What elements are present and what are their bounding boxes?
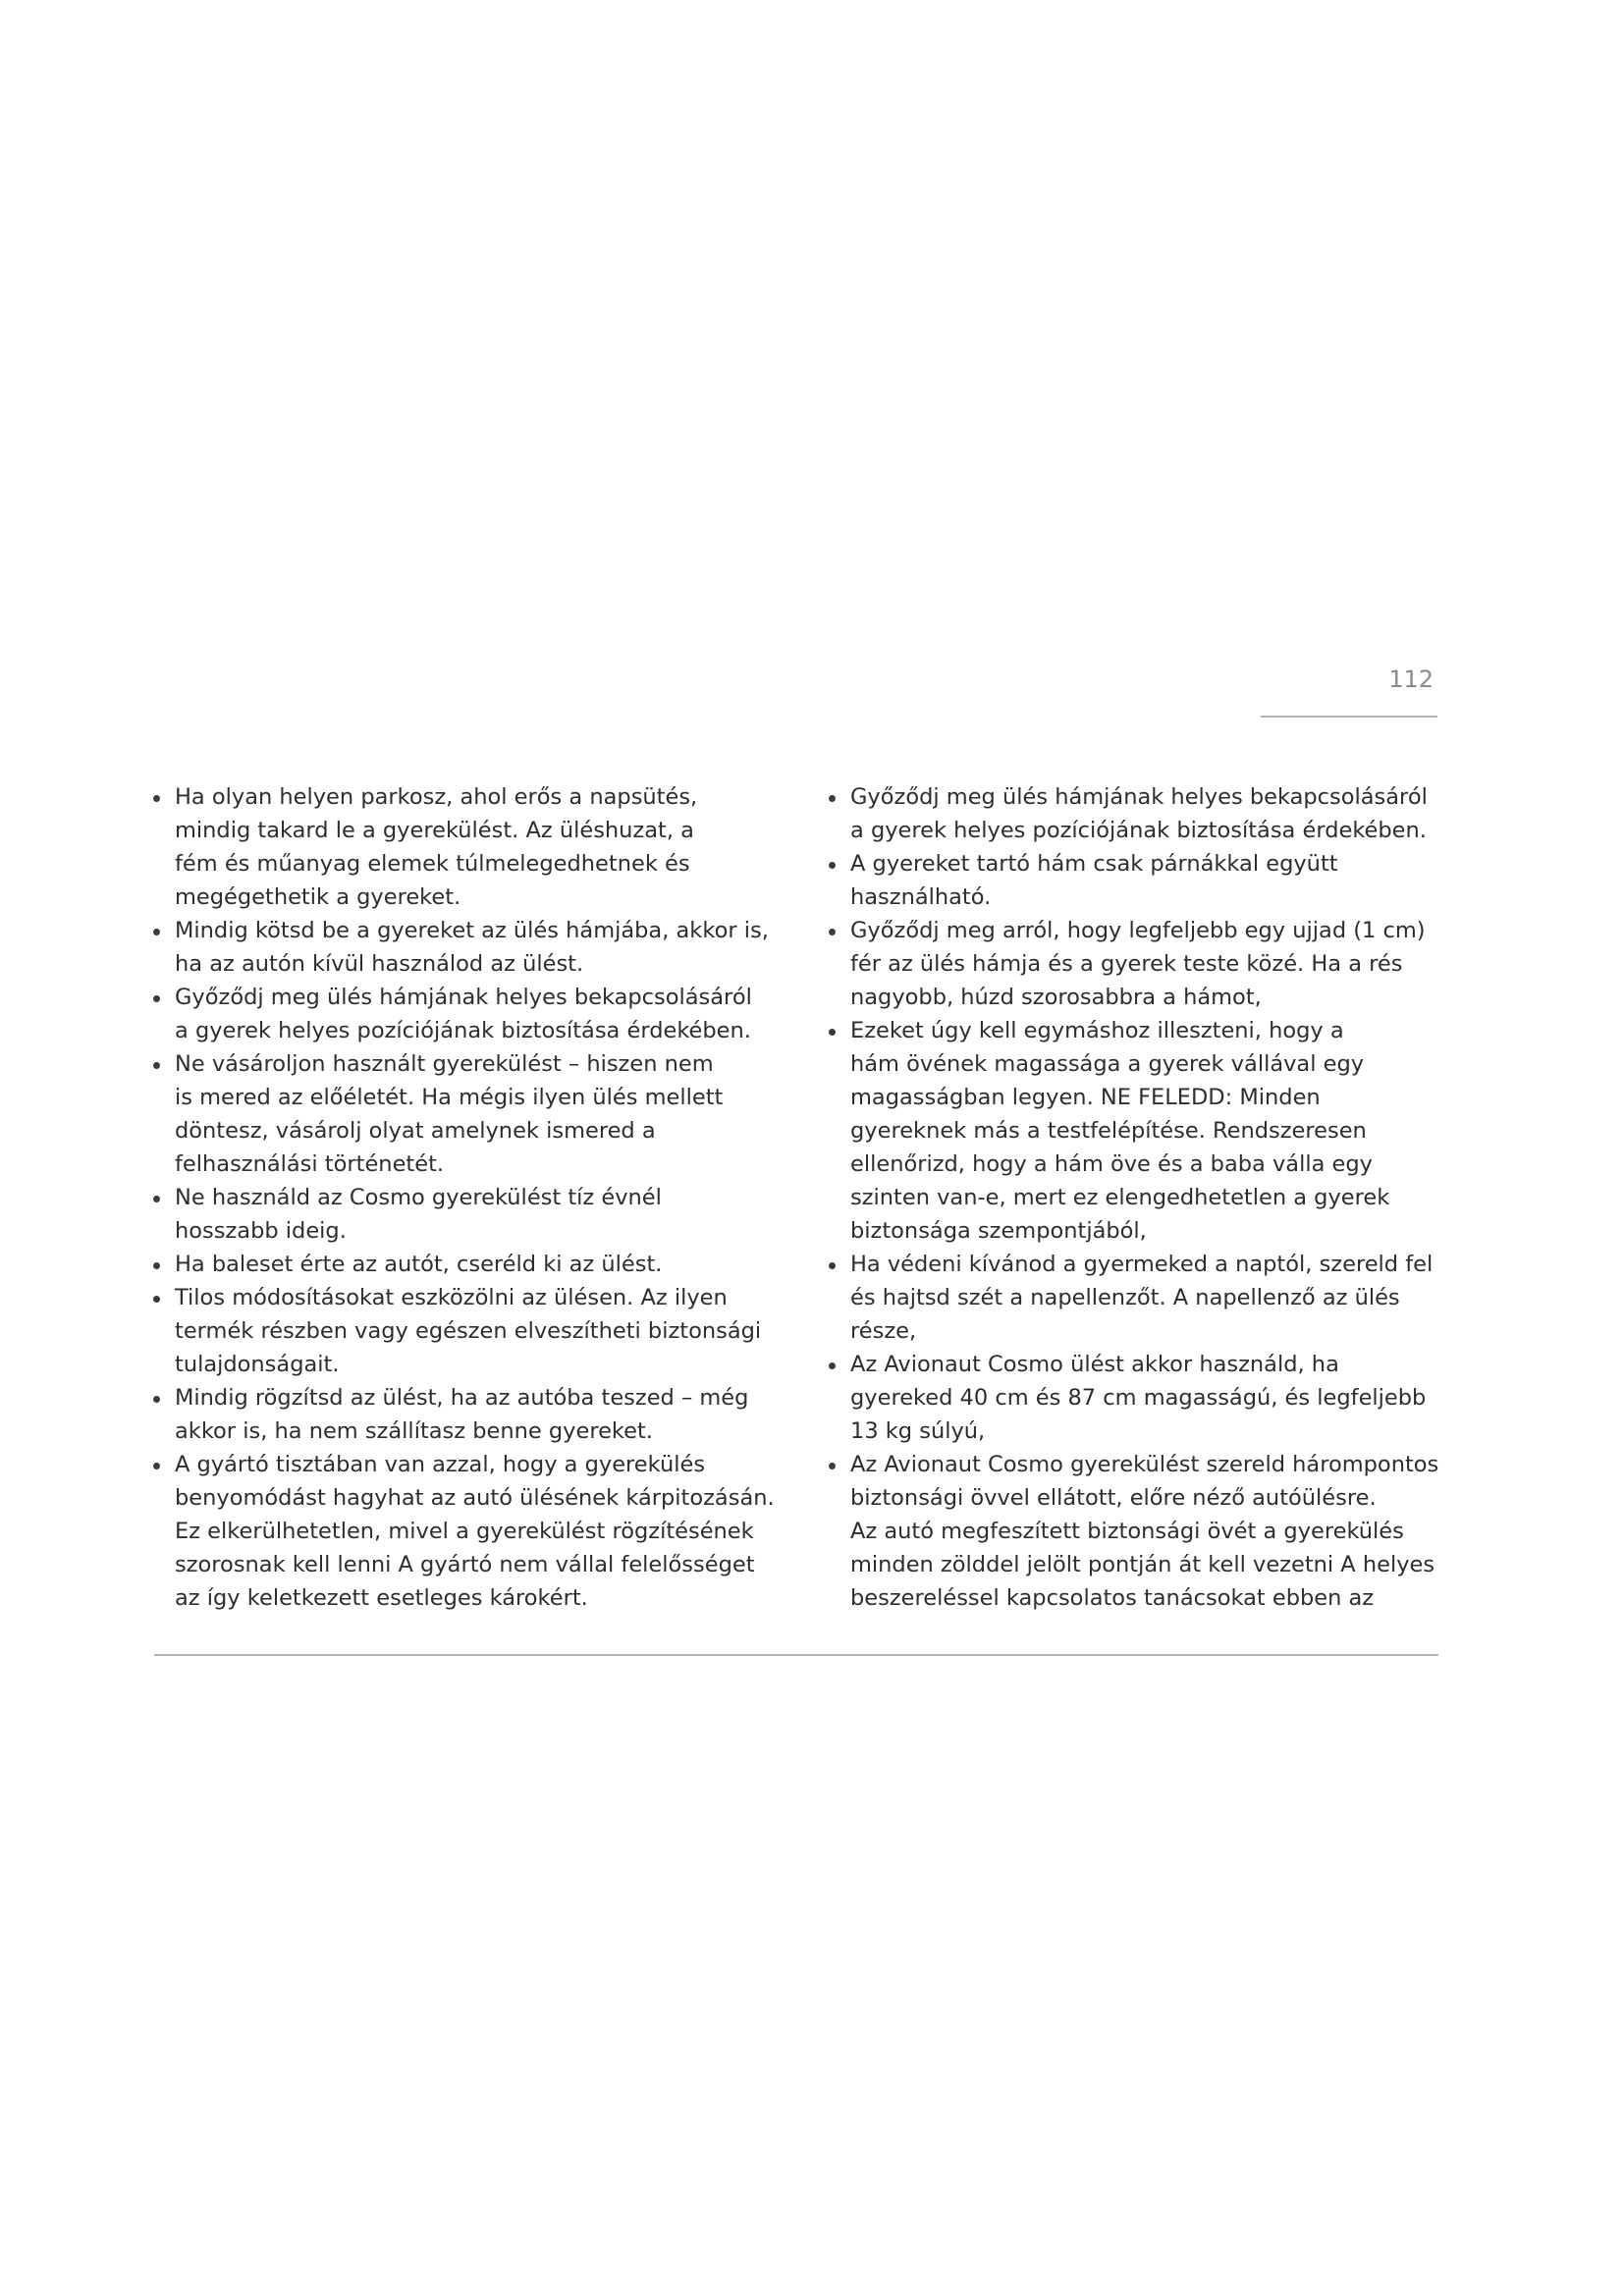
right-column-list (825, 780, 1453, 1615)
list-item-text: Ha baleset érte az autót, cseréld ki az ülést. (175, 1252, 663, 1277)
bullet-icon (829, 929, 836, 935)
bullet-icon (153, 795, 160, 802)
list-item (149, 780, 778, 914)
bullet-icon (153, 1062, 160, 1069)
bullet-icon (153, 1296, 160, 1303)
bullet-icon (829, 862, 836, 869)
list-item-text: Ha védeni kívánod a gyermeked a naptól, szereld fel és hajtsd szét a napellenzőt. A napellenző az ülés része, (850, 1252, 1434, 1344)
list-item (149, 1248, 778, 1281)
page-number: 112 (1388, 666, 1434, 693)
bullet-icon (153, 1196, 160, 1202)
list-item-text: A gyártó tisztában van azzal, hogy a gyerekülés benyomódást hagyhat az autó ülésének kárpitozásán. Ez elkerülhetetlen, mivel a gyerekülést rögzítésének szorosnak kell lenni A gyártó nem vállal felelősséget az így keletkezett esetleges károkért. (175, 1452, 775, 1611)
bullet-icon (153, 1396, 160, 1403)
list-item (825, 847, 1453, 914)
list-item-text: Mindig kötsd be a gyereket az ülés hámjába, akkor is, ha az autón kívül használod az ülést. (175, 918, 769, 977)
footer-divider (154, 1654, 1438, 1656)
list-item-text: Ne használd az Cosmo gyerekülést tíz évnél hosszabb ideig. (175, 1185, 662, 1244)
list-item-text: A gyereket tartó hám csak párnákkal együtt használható. (850, 851, 1338, 910)
list-item (149, 1181, 778, 1248)
list-item (149, 914, 778, 981)
list-item-text: Győződj meg ülés hámjának helyes bekapcsolásáról a gyerek helyes pozíciójának biztosítása érdekében. (850, 784, 1428, 843)
list-item-text: Mindig rögzítsd az ülést, ha az autóba teszed – még akkor is, ha nem szállítasz benne gyereket. (175, 1385, 749, 1444)
list-item-text: Ha olyan helyen parkosz, ahol erős a napsütés, mindig takard le a gyerekülést. Az üléshuzat, a fém és műanyag elemek túlmelegedhetnek és megégethetik a gyereket. (175, 784, 698, 910)
list-item (825, 1448, 1453, 1615)
list-item (825, 1348, 1453, 1448)
list-item (149, 1448, 778, 1615)
list-item-text: Az Avionaut Cosmo gyerekülést szereld hárompontos biztonsági övvel ellátott, előre néző autóülésre. Az autó megfeszített biztonsági övét a gyerekülés minden zölddel jelölt pontján át kell vezetni A helyes beszereléssel kapcsolatos tanácsokat ebben az (850, 1452, 1439, 1611)
list-item (149, 1281, 778, 1381)
bullet-icon (153, 995, 160, 1002)
list-item (825, 780, 1453, 847)
bullet-icon (829, 1262, 836, 1269)
list-item (149, 1381, 778, 1448)
list-item (149, 981, 778, 1047)
list-item-text: Győződj meg arról, hogy legfeljebb egy ujjad (1 cm) fér az ülés hámja és a gyerek teste közé. Ha a rés nagyobb, húzd szorosabbra a hámot, (850, 918, 1426, 1010)
bullet-icon (829, 1029, 836, 1036)
list-item (825, 914, 1453, 1014)
list-item (825, 1248, 1453, 1348)
list-item-text: Győződj meg ülés hámjának helyes bekapcsolásáról a gyerek helyes pozíciójának biztosítása érdekében. (175, 985, 752, 1043)
bullet-icon (153, 1262, 160, 1269)
bullet-icon (153, 929, 160, 935)
list-item-text: Ne vásároljon használt gyerekülést – hiszen nem is mered az előéletét. Ha mégis ilyen ülés mellett döntesz, vásárolj olyat amelynek ismered a felhasználási történetét. (175, 1051, 724, 1177)
left-column-list (149, 780, 778, 1615)
list-item (825, 1014, 1453, 1248)
bullet-icon (829, 1362, 836, 1369)
bullet-icon (829, 795, 836, 802)
list-item-text: Tilos módosításokat eszközölni az ülésen. Az ilyen termék részben vagy egészen elveszítheti biztonsági tulajdonságait. (175, 1285, 762, 1377)
list-item-text: Ezeket úgy kell egymáshoz illeszteni, hogy a hám övének magassága a gyerek vállával egy magasságban legyen. NE FELEDD: Minden gyereknek más a testfelépítése. Rendszeresen ellenőrizd, hogy a hám öve és a baba válla egy szinten van-e, mert ez elengedhetetlen a gyerek biztonsága szempontjából, (850, 1018, 1390, 1244)
bullet-icon (829, 1463, 836, 1469)
header-divider (1261, 716, 1437, 718)
bullet-icon (153, 1463, 160, 1469)
list-item-text: Az Avionaut Cosmo ülést akkor használd, ha gyereked 40 cm és 87 cm magasságú, és legfeljebb 13 kg súlyú, (850, 1352, 1427, 1444)
list-item (149, 1047, 778, 1181)
